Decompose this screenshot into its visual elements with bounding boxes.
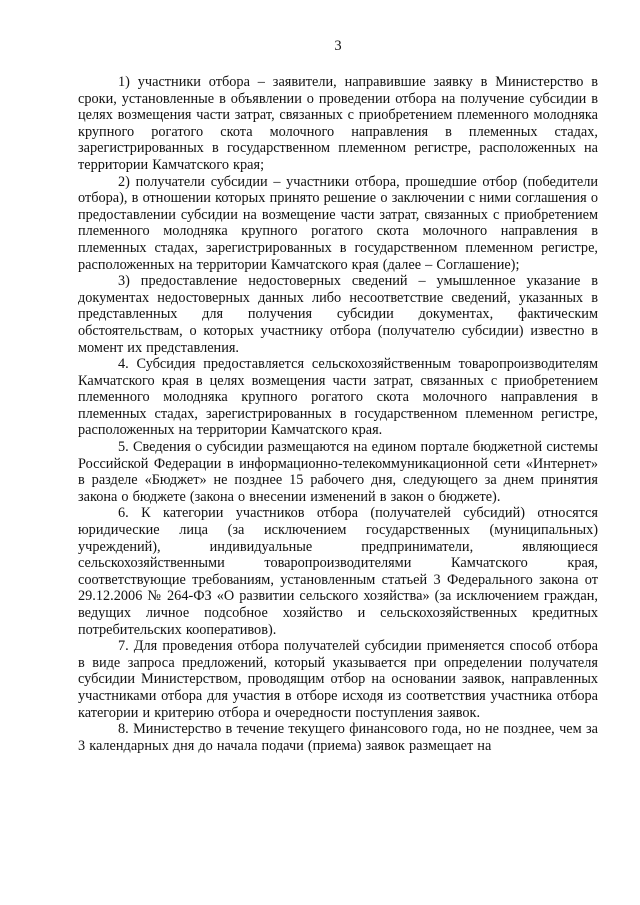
paragraph-4: 4. Субсидия предоставляется сельскохозяйственным товаропроизводителям Камчатского края в целях возмещения части затрат, связанных с приобретением племенного молодняка крупного рогатого скота молочного направления в племенных стадах, зарегистрированных в государственном племенном регистре, расположенных на территории Камчатского края.: [78, 356, 598, 439]
paragraph-5: 5. Сведения о субсидии размещаются на едином портале бюджетной системы Российской Федерации в информационно-телекоммуникационной сети «Интернет» в разделе «Бюджет» не позднее 15 рабочего дня, следующего за днем принятия закона о бюджете (закона о внесении изменений в закон о бюджете).: [78, 439, 598, 505]
paragraph-7: 7. Для проведения отбора получателей субсидии применяется способ отбора в виде запроса предложений, который указывается при определении получателя субсидии Министерством, проводящим отбор на основании заявок, направленных участниками отбора для участия в отборе исходя из соответствия участника отбора категории и критерию отбора и очередности поступления заявок.: [78, 638, 598, 721]
paragraph-3: 3) предоставление недостоверных сведений – умышленное указание в документах недостоверных данных либо несоответствие сведений, указанных в представленных для получения субсидии документах, фактическим обстоятельствам, о которых участнику отбора (получателю субсидии) известно в момент их представления.: [78, 273, 598, 356]
page-number: 3: [334, 38, 342, 54]
paragraph-1: 1) участники отбора – заявители, направившие заявку в Министерство в сроки, установленные в объявлении о проведении отбора на получение субсидии в целях возмещения части затрат, связанных с приобретением племенного молодняка крупного рогатого скота молочного направления в племенных стадах, зарегистрированных в государственном племенном регистре, расположенных на территории Камчатского края;: [78, 74, 598, 173]
paragraph-8: 8. Министерство в течение текущего финансового года, но не позднее, чем за 3 календарных дня до начала подачи (приема) заявок размещает на: [78, 721, 598, 754]
paragraph-6: 6. К категории участников отбора (получателей субсидий) относятся юридические лица (за исключением государственных (муниципальных) учреждений), индивидуальные предприниматели, являющиеся сельскохозяйственными товаропроизводителями Камчатского края, соответствующие требованиям, установленным статьей 3 Федерального закона от 29.12.2006 № 264-ФЗ «О развитии сельского хозяйства» (за исключением граждан, ведущих личное подсобное хозяйство и сельскохозяйственных кредитных потребительских кооперативов).: [78, 505, 598, 638]
paragraph-2: 2) получатели субсидии – участники отбора, прошедшие отбор (победители отбора), в отношении которых принято решение о заключении с ними соглашения о предоставлении субсидии на возмещение части затрат, связанных с приобретением племенного молодняка крупного рогатого скота молочного направления в племенных стадах, зарегистрированных в государственном племенном регистре, расположенных на территории Камчатского края (далее – Соглашение);: [78, 173, 598, 273]
